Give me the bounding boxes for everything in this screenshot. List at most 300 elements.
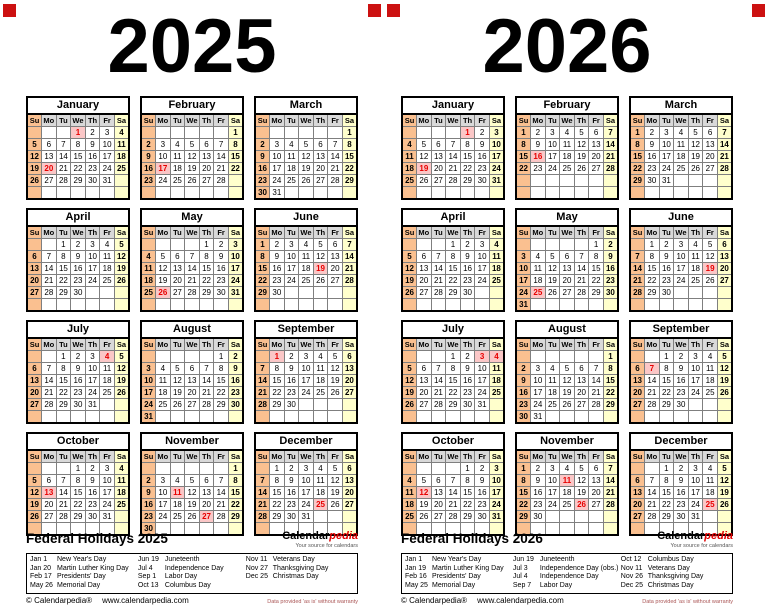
date-cell: 15 [228, 487, 243, 499]
date-cell: 20 [313, 163, 328, 175]
date-cell: 1 [56, 239, 71, 251]
date-cell: 5 [717, 351, 732, 363]
day-header-cell: Sa [489, 338, 504, 351]
day-header-cell: Tu [56, 450, 71, 463]
holiday-entry [405, 582, 513, 591]
day-header-cell: Mo [271, 340, 283, 349]
date-cell [645, 351, 660, 363]
date-cell: 28 [42, 287, 57, 299]
date-cell: 27 [717, 275, 732, 287]
date-cell: 8 [228, 475, 243, 487]
logo-text-red: pedia [704, 530, 733, 542]
date-cell: 15 [516, 151, 531, 163]
date-cell: 16 [228, 375, 243, 387]
date-cell: 13 [717, 251, 732, 263]
day-header-cell: We [186, 340, 198, 349]
date-cell: 9 [228, 363, 243, 375]
date-cell: 24 [141, 399, 156, 411]
date-cell: 13 [342, 475, 357, 487]
date-cell [717, 399, 732, 411]
day-header-cell: Tu [545, 450, 560, 463]
date-cell: 23 [284, 387, 299, 399]
calendarpedia-logo [282, 531, 358, 551]
date-cell: 14 [645, 375, 660, 387]
day-header-cell: We [447, 452, 459, 461]
date-cell [114, 411, 129, 424]
day-header-cell: Th [313, 450, 328, 463]
day-header-cell: Tu [170, 450, 185, 463]
date-cell: 10 [659, 139, 674, 151]
date-cell [342, 299, 357, 312]
date-cell: 11 [100, 363, 115, 375]
date-cell: 9 [659, 251, 674, 263]
date-cell [545, 187, 560, 200]
logo-text-black: Calendar [282, 530, 330, 542]
date-cell: 17 [545, 151, 560, 163]
date-cell: 12 [703, 251, 718, 263]
date-cell [560, 239, 575, 251]
month-calendar [140, 208, 244, 312]
date-cell: 21 [446, 163, 461, 175]
date-cell: 19 [313, 263, 328, 275]
date-cell: 21 [717, 151, 732, 163]
date-cell: 17 [299, 487, 314, 499]
day-header-cell: Fr [100, 114, 115, 127]
date-cell [299, 287, 314, 299]
date-cell: 23 [284, 499, 299, 511]
month-calendar [515, 432, 619, 536]
date-cell [255, 463, 270, 475]
date-cell: 29 [630, 175, 645, 187]
date-cell: 25 [560, 499, 575, 511]
month-calendar [254, 432, 358, 536]
holiday-name: Martin Luther King Day [57, 564, 129, 572]
copyright-line [401, 596, 564, 605]
date-cell: 20 [560, 275, 575, 287]
date-cell: 28 [717, 163, 732, 175]
date-cell: 6 [589, 463, 604, 475]
date-cell: 28 [630, 287, 645, 299]
holiday-entry [138, 573, 246, 582]
date-cell: 26 [114, 387, 129, 399]
date-cell: 12 [27, 151, 42, 163]
date-cell: 8 [270, 363, 285, 375]
date-cell: 10 [545, 139, 560, 151]
disclaimer-text: Data provided 'as is' without warranty [642, 599, 733, 606]
date-cell: 30 [85, 511, 100, 523]
date-cell: 2 [475, 127, 490, 139]
date-cell: 16 [460, 375, 475, 387]
month-title: August [140, 320, 244, 337]
holiday-date: Jul 4 [512, 573, 528, 581]
date-cell [574, 175, 589, 187]
day-header-cell: Th [460, 338, 475, 351]
date-cell: 4 [489, 351, 504, 363]
date-cell: 20 [431, 499, 446, 511]
date-cell: 2 [71, 351, 86, 363]
date-cell: 10 [545, 475, 560, 487]
date-cell: 30 [603, 287, 618, 299]
date-cell: 11 [531, 263, 546, 275]
holiday-date: Jul 3 [512, 564, 528, 572]
date-cell [270, 127, 285, 139]
date-cell [27, 351, 42, 363]
date-cell: 10 [489, 139, 504, 151]
date-cell [446, 187, 461, 200]
holiday-column [513, 556, 621, 590]
holiday-entry [30, 565, 138, 574]
date-cell: 23 [141, 511, 156, 523]
date-cell: 18 [531, 275, 546, 287]
date-cell [417, 411, 432, 424]
date-cell [214, 127, 229, 139]
date-cell: 17 [284, 263, 299, 275]
date-cell: 29 [71, 511, 86, 523]
date-cell: 18 [313, 375, 328, 387]
website-link[interactable]: www.calendarpedia.com [477, 596, 564, 606]
date-cell: 7 [717, 127, 732, 139]
date-cell: 25 [560, 163, 575, 175]
date-cell: 11 [313, 475, 328, 487]
date-cell: 22 [516, 499, 531, 511]
date-cell: 16 [85, 151, 100, 163]
date-cell: 12 [185, 151, 200, 163]
holiday-name: Memorial Day [57, 581, 101, 589]
holiday-name: Thanksgiving Day [647, 573, 704, 581]
date-cell: 11 [114, 139, 129, 151]
date-cell: 16 [270, 263, 285, 275]
date-cell: 27 [417, 399, 432, 411]
date-cell [56, 299, 71, 312]
logo-text-red: pedia [329, 530, 358, 542]
date-cell: 9 [645, 139, 660, 151]
date-cell: 9 [475, 139, 490, 151]
date-cell: 7 [255, 363, 270, 375]
holiday-column [621, 556, 729, 590]
day-header-cell: Mo [271, 228, 283, 237]
date-cell [446, 127, 461, 139]
date-cell: 20 [42, 163, 57, 175]
date-cell: 4 [299, 239, 314, 251]
date-cell: 5 [717, 463, 732, 475]
holiday-entry [621, 556, 729, 565]
date-cell: 22 [71, 499, 86, 511]
date-cell [402, 411, 417, 424]
date-cell: 18 [114, 151, 129, 163]
day-header-cell: Mo [418, 340, 430, 349]
holiday-column [405, 556, 513, 590]
date-cell: 10 [489, 475, 504, 487]
date-cell [156, 239, 171, 251]
date-cell: 8 [516, 139, 531, 151]
date-cell [185, 411, 200, 424]
date-cell [328, 511, 343, 523]
date-cell [402, 351, 417, 363]
date-cell: 1 [516, 127, 531, 139]
day-header-cell: Tu [56, 226, 71, 239]
date-cell [342, 287, 357, 299]
date-cell: 1 [659, 351, 674, 363]
date-cell: 18 [402, 499, 417, 511]
date-cell [170, 187, 185, 200]
day-header-cell: Su [402, 226, 417, 239]
date-cell: 7 [603, 127, 618, 139]
date-cell [328, 187, 343, 200]
date-cell: 4 [674, 127, 689, 139]
date-cell: 11 [313, 363, 328, 375]
date-cell: 31 [100, 511, 115, 523]
date-cell [603, 511, 618, 523]
day-header-cell: Su [255, 450, 270, 463]
date-cell: 23 [531, 163, 546, 175]
day-header-cell: Th [688, 226, 703, 239]
date-cell: 10 [100, 475, 115, 487]
date-cell: 4 [531, 251, 546, 263]
day-header-cell: Fr [214, 450, 229, 463]
date-cell: 11 [402, 151, 417, 163]
date-cell: 10 [688, 475, 703, 487]
date-cell: 13 [42, 487, 57, 499]
day-header-cell: Fr [475, 226, 490, 239]
holiday-name: Independence Day [164, 564, 224, 572]
holiday-date: Nov 26 [620, 573, 643, 581]
date-cell: 17 [141, 387, 156, 399]
date-cell: 4 [560, 463, 575, 475]
day-header-cell: Th [460, 226, 475, 239]
day-header-cell: Su [516, 338, 531, 351]
date-cell [185, 187, 200, 200]
date-cell: 1 [342, 127, 357, 139]
month-calendar [401, 208, 505, 312]
date-cell [156, 351, 171, 363]
day-header-cell: Sa [342, 114, 357, 127]
date-cell: 4 [141, 251, 156, 263]
day-header-cell: Fr [214, 114, 229, 127]
date-cell: 25 [100, 387, 115, 399]
date-cell: 27 [431, 511, 446, 523]
date-cell: 14 [603, 475, 618, 487]
date-cell: 6 [199, 139, 214, 151]
date-cell: 15 [71, 151, 86, 163]
date-cell [141, 127, 156, 139]
date-cell: 23 [674, 387, 689, 399]
date-cell: 20 [170, 275, 185, 287]
date-cell: 17 [489, 151, 504, 163]
date-cell: 26 [717, 387, 732, 399]
date-cell: 12 [185, 487, 200, 499]
day-header-cell: We [72, 340, 84, 349]
date-cell [703, 299, 718, 312]
holiday-entry [246, 573, 354, 582]
date-cell: 16 [141, 163, 156, 175]
day-header-cell: We [186, 116, 198, 125]
date-cell: 10 [475, 363, 490, 375]
date-cell: 2 [531, 463, 546, 475]
date-cell [489, 287, 504, 299]
date-cell: 5 [114, 239, 129, 251]
date-cell: 20 [630, 387, 645, 399]
day-header-cell: Mo [646, 116, 658, 125]
date-cell [703, 511, 718, 523]
date-cell [185, 239, 200, 251]
date-cell [114, 299, 129, 312]
date-cell: 27 [589, 163, 604, 175]
date-cell [630, 351, 645, 363]
date-cell: 16 [645, 151, 660, 163]
month-calendar [629, 208, 733, 312]
date-cell: 19 [717, 487, 732, 499]
date-cell: 22 [446, 275, 461, 287]
day-header-cell: Fr [328, 114, 343, 127]
date-cell: 20 [342, 375, 357, 387]
month-title: July [401, 320, 505, 337]
holiday-name: Thanksgiving Day [272, 564, 329, 572]
date-cell: 26 [328, 499, 343, 511]
date-cell: 21 [214, 163, 229, 175]
date-cell: 5 [560, 363, 575, 375]
date-cell [446, 411, 461, 424]
day-header-cell: Fr [703, 450, 718, 463]
date-cell [71, 299, 86, 312]
date-cell [170, 239, 185, 251]
website-link[interactable]: www.calendarpedia.com [102, 596, 189, 606]
date-cell [560, 187, 575, 200]
date-cell: 6 [185, 363, 200, 375]
date-cell: 4 [402, 475, 417, 487]
day-header-cell: Mo [418, 116, 430, 125]
date-cell: 29 [199, 287, 214, 299]
date-cell: 3 [228, 239, 243, 251]
holiday-name: Juneteenth [539, 556, 575, 563]
date-cell: 2 [85, 463, 100, 475]
date-cell [603, 175, 618, 187]
date-cell: 22 [228, 163, 243, 175]
date-cell: 13 [589, 475, 604, 487]
date-cell: 20 [417, 275, 432, 287]
holiday-name: Columbus Day [647, 556, 694, 563]
month-title: August [515, 320, 619, 337]
date-cell [703, 287, 718, 299]
date-cell: 11 [545, 375, 560, 387]
date-cell [255, 411, 270, 424]
date-cell [545, 299, 560, 312]
date-cell: 31 [516, 299, 531, 312]
date-cell: 30 [71, 399, 86, 411]
date-cell [284, 287, 299, 299]
date-cell [589, 299, 604, 312]
date-cell: 5 [185, 139, 200, 151]
day-header-cell: We [675, 228, 687, 237]
date-cell: 24 [516, 287, 531, 299]
date-cell [645, 187, 660, 200]
date-cell: 10 [531, 375, 546, 387]
date-cell: 1 [460, 463, 475, 475]
date-cell: 17 [85, 375, 100, 387]
date-cell [431, 127, 446, 139]
date-cell: 26 [27, 175, 42, 187]
date-cell: 19 [402, 275, 417, 287]
month-title: September [629, 320, 733, 337]
date-cell: 4 [489, 239, 504, 251]
date-cell: 9 [284, 363, 299, 375]
date-cell [688, 299, 703, 312]
date-cell: 4 [560, 127, 575, 139]
date-cell: 3 [659, 127, 674, 139]
date-cell: 2 [214, 239, 229, 251]
day-header-cell: Su [27, 338, 42, 351]
date-cell: 26 [156, 287, 171, 299]
date-cell: 25 [114, 163, 129, 175]
date-cell: 8 [56, 363, 71, 375]
date-cell: 13 [342, 363, 357, 375]
date-cell: 31 [299, 511, 314, 523]
logo-text-black: Calendar [657, 530, 705, 542]
date-cell: 2 [516, 363, 531, 375]
date-cell: 11 [114, 475, 129, 487]
date-cell: 29 [342, 175, 357, 187]
date-cell: 11 [100, 251, 115, 263]
holiday-date: Oct 13 [137, 581, 159, 589]
date-cell: 12 [402, 263, 417, 275]
date-cell: 25 [141, 287, 156, 299]
date-cell: 7 [645, 363, 660, 375]
day-header-cell: Th [313, 338, 328, 351]
holiday-column [246, 556, 354, 590]
day-header-cell: Tu [170, 114, 185, 127]
date-cell: 24 [156, 511, 171, 523]
date-cell: 27 [574, 399, 589, 411]
date-cell [71, 411, 86, 424]
date-cell [199, 351, 214, 363]
month-calendar [26, 208, 130, 312]
holiday-date: Sep 1 [137, 573, 157, 581]
date-cell: 29 [516, 511, 531, 523]
date-cell: 12 [574, 139, 589, 151]
date-cell [328, 287, 343, 299]
date-cell: 2 [141, 139, 156, 151]
date-cell: 5 [313, 239, 328, 251]
date-cell: 7 [214, 139, 229, 151]
date-cell [603, 411, 618, 424]
date-cell: 14 [446, 487, 461, 499]
date-cell [717, 187, 732, 200]
date-cell [589, 411, 604, 424]
date-cell: 31 [531, 411, 546, 424]
date-cell: 14 [717, 139, 732, 151]
date-cell: 12 [402, 375, 417, 387]
date-cell: 9 [71, 251, 86, 263]
date-cell: 23 [460, 275, 475, 287]
date-cell: 5 [545, 251, 560, 263]
date-cell: 22 [516, 163, 531, 175]
date-cell: 31 [85, 399, 100, 411]
holiday-date: May 25 [405, 581, 428, 589]
date-cell: 27 [589, 499, 604, 511]
month-calendar [401, 432, 505, 536]
date-cell: 28 [42, 399, 57, 411]
date-cell: 10 [516, 263, 531, 275]
month-calendar [254, 320, 358, 424]
date-cell: 3 [270, 139, 285, 151]
date-cell [402, 187, 417, 200]
date-cell: 24 [270, 175, 285, 187]
date-cell: 30 [516, 411, 531, 424]
date-cell: 9 [141, 151, 156, 163]
date-cell: 13 [27, 263, 42, 275]
disclaimer-text: Data provided 'as is' without warranty [267, 599, 358, 606]
date-cell [560, 351, 575, 363]
date-cell: 23 [71, 275, 86, 287]
